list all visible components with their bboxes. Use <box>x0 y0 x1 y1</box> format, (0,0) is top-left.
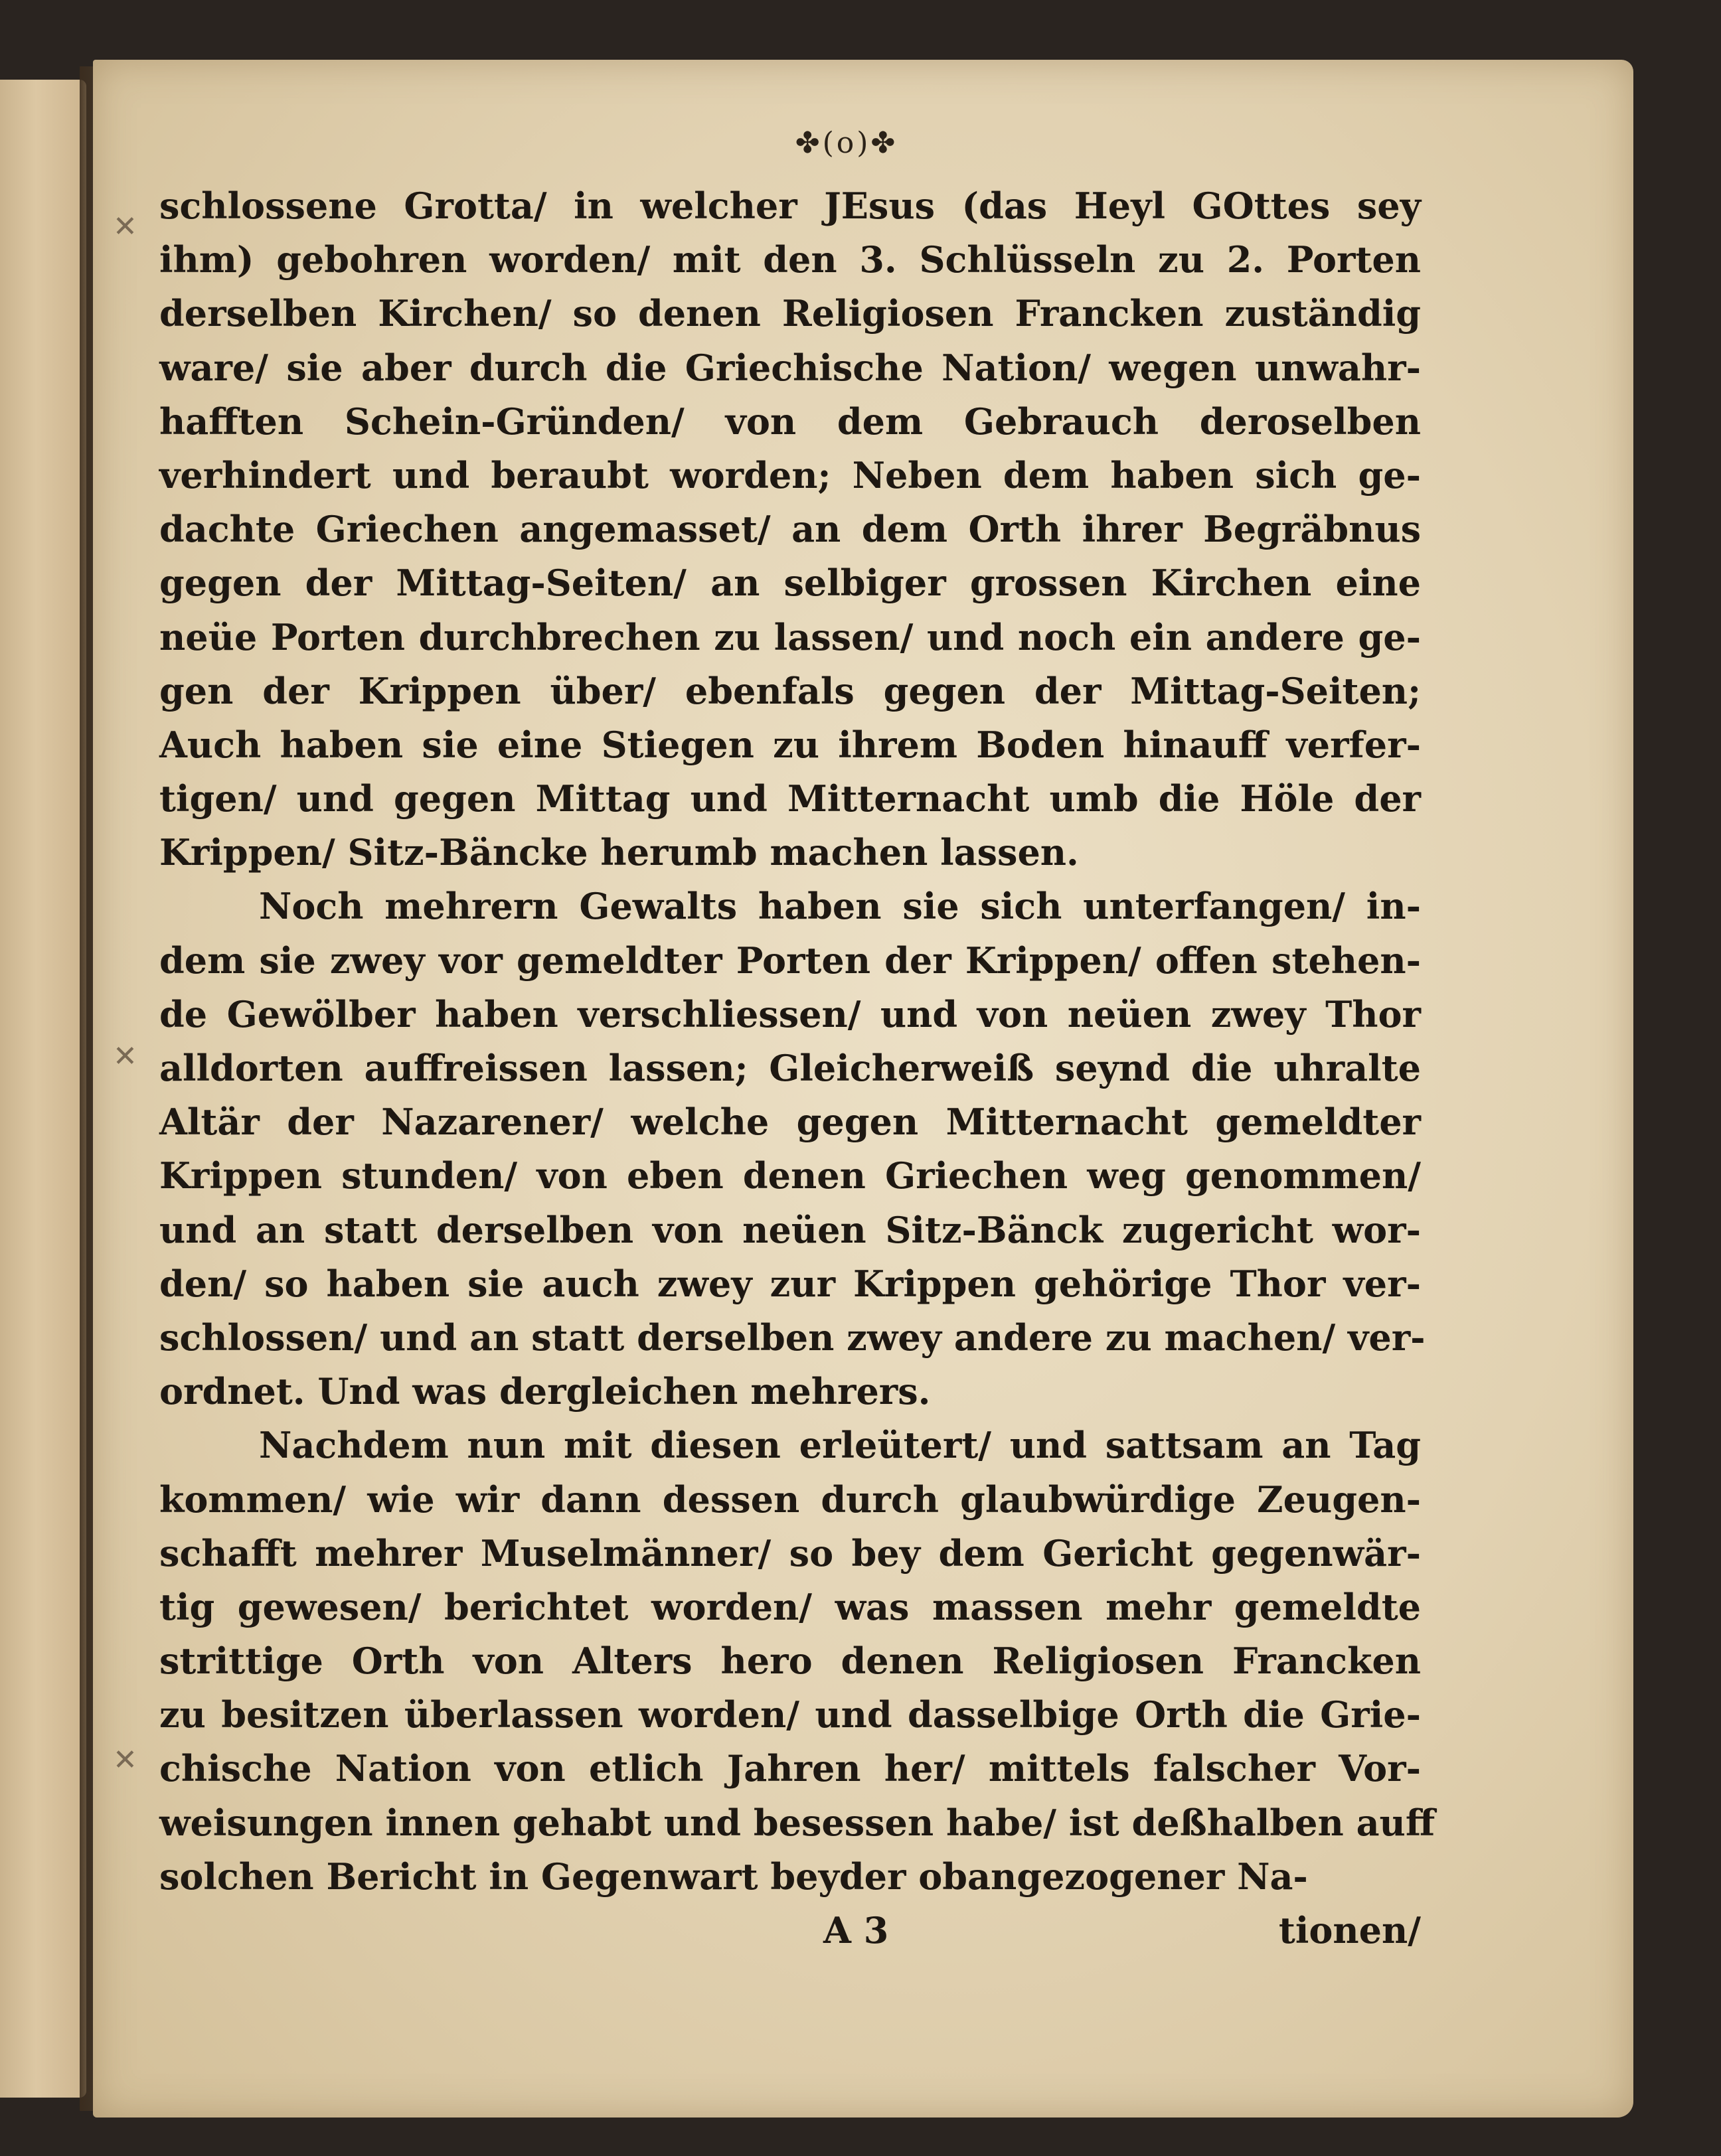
text-line: neüe Porten durchbrechen zu lassen/ und noch ein andere ge- <box>159 615 1421 658</box>
paragraph <box>159 1419 1435 1904</box>
text-line: den/ so haben sie auch zwey zur Krippen gehörige Thor ver- <box>159 1262 1421 1305</box>
text-line: ihm) gebohren worden/ mit den 3. Schlüsseln zu 2. Porten <box>159 238 1421 281</box>
text-line: gen der Krippen über/ ebenfals gegen der Mittag-Seiten; <box>159 669 1421 712</box>
text-line: schlossen/ und an statt derselben zwey andere zu machen/ ver- <box>159 1316 1426 1359</box>
catchword: tionen/ <box>1278 1909 1421 1952</box>
signature-mark: A 3 <box>823 1909 889 1952</box>
text-line: und an statt derselben von neüen Sitz-Bänck zugericht wor- <box>159 1208 1421 1251</box>
text-line: Altär der Nazarener/ welche gegen Mitternacht gemeldter <box>159 1101 1421 1144</box>
text-line: gegen der Mittag-Seiten/ an selbiger grossen Kirchen eine <box>159 562 1421 605</box>
text-line: de Gewölber haben verschliessen/ und von neüen zwey Thor <box>159 992 1421 1036</box>
binding-thread-icon: ✕ <box>113 1743 137 1777</box>
text-line: hafften Schein-Gründen/ von dem Gebrauch deroselben <box>159 400 1421 443</box>
text-line: Nachdem nun mit diesen erleütert/ und sattsam an Tag <box>259 1424 1421 1467</box>
text-line: schafft mehrer Muselmänner/ so bey dem Gericht gegenwär- <box>159 1531 1421 1575</box>
text-line: tigen/ und gegen Mittag und Mitternacht umb die Höle der <box>159 777 1421 820</box>
binding-thread-icon: ✕ <box>113 210 137 244</box>
text-line: strittige Orth von Alters hero denen Religiosen Francken <box>159 1640 1421 1683</box>
paragraph <box>159 880 1426 1419</box>
page-footer <box>159 1904 1421 1958</box>
text-line: Auch haben sie eine Stiegen zu ihrem Boden hinauff verfer- <box>159 723 1421 766</box>
text-line: Krippen stunden/ von eben denen Griechen weg genommen/ <box>159 1154 1421 1197</box>
page-text <box>159 179 1435 1958</box>
text-line: ware/ sie aber durch die Griechische Nation/ wegen unwahr- <box>159 346 1421 389</box>
text-line: Krippen/ Sitz-Bäncke herumb machen lassen. <box>159 831 1079 874</box>
paragraph <box>159 179 1421 880</box>
text-line: verhindert und beraubt worden; Neben dem haben sich ge- <box>159 453 1421 497</box>
text-line: ordnet. Und was dergleichen mehrers. <box>159 1370 931 1413</box>
text-line: dachte Griechen angemasset/ an dem Orth ihrer Begräbnus <box>159 508 1421 551</box>
text-line: weisungen innen gehabt und besessen habe/ ist deßhalben auff <box>159 1801 1435 1844</box>
text-line: zu besitzen überlassen worden/ und dasselbige Orth die Grie- <box>159 1693 1421 1736</box>
text-line: chische Nation von etlich Jahren her/ mittels falscher Vor- <box>159 1747 1421 1790</box>
text-line: dem sie zwey vor gemeldter Porten der Krippen/ offen stehen- <box>159 939 1421 982</box>
header-ornament: ✤(o)✤ <box>795 126 898 160</box>
text-line: kommen/ wie wir dann dessen durch glaubwürdige Zeugen- <box>159 1478 1421 1521</box>
text-line: derselben Kirchen/ so denen Religiosen Francken zuständig <box>159 292 1421 335</box>
left-page-edge <box>0 80 86 2098</box>
text-line: tig gewesen/ berichtet worden/ was massen mehr gemeldte <box>159 1585 1421 1628</box>
text-line: alldorten auffreissen lassen; Gleicherweiß seynd die uhralte <box>159 1047 1421 1089</box>
text-line: Noch mehrern Gewalts haben sie sich unterfangen/ in- <box>259 885 1421 928</box>
text-line: solchen Bericht in Gegenwart beyder obangezogener Na- <box>159 1855 1308 1898</box>
text-line: schlossene Grotta/ in welcher JEsus (das Heyl GOttes sey <box>159 185 1421 227</box>
binding-thread-icon: ✕ <box>113 1040 137 1073</box>
